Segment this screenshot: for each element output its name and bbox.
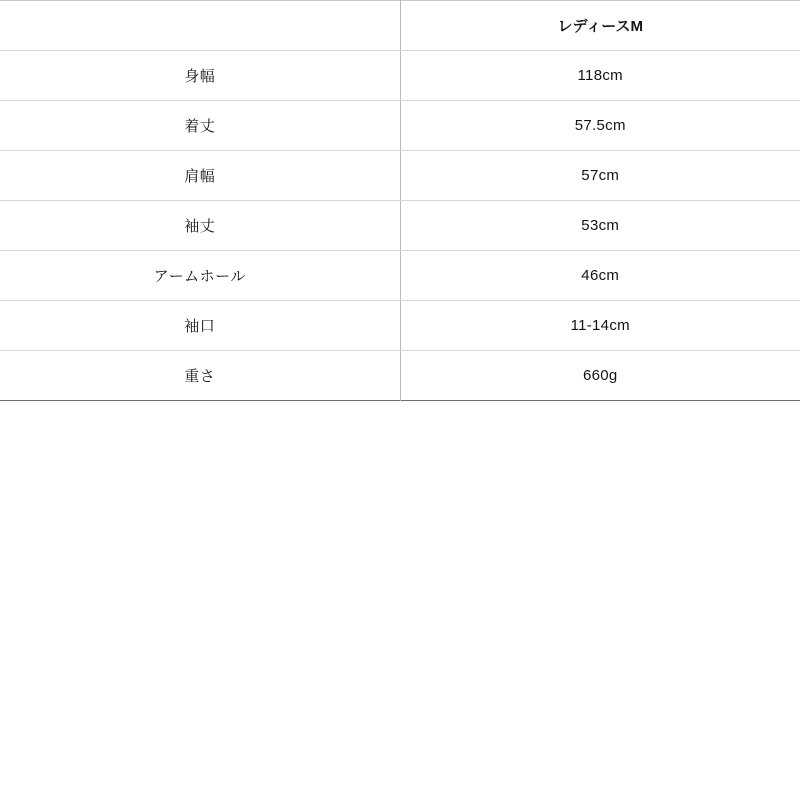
row-value-armhole: 46cm: [400, 251, 800, 301]
table-row: [0, 351, 800, 401]
row-label-shoulder-width: 肩幅: [0, 151, 400, 201]
size-table: [0, 0, 800, 401]
row-label-armhole: アームホール: [0, 251, 400, 301]
row-label-body-width: 身幅: [0, 51, 400, 101]
table-row: [0, 101, 800, 151]
table-row: [0, 151, 800, 201]
row-value-sleeve-length: 53cm: [400, 201, 800, 251]
table-header-size-cell: レディースM: [400, 1, 800, 51]
table-header: [0, 1, 800, 51]
row-value-cuff: 11-14cm: [400, 301, 800, 351]
table-row: [0, 51, 800, 101]
blank-area: [0, 401, 800, 811]
row-value-shoulder-width: 57cm: [400, 151, 800, 201]
row-label-sleeve-length: 袖丈: [0, 201, 400, 251]
row-label-length: 着丈: [0, 101, 400, 151]
table-header-label-cell: [0, 1, 400, 51]
table-header-row: [0, 1, 800, 51]
table-row: [0, 301, 800, 351]
row-value-weight: 660g: [582, 367, 618, 384]
row-label-cuff: 袖口: [0, 301, 400, 351]
table-row: [0, 201, 800, 251]
row-value-body-width: 118cm: [400, 51, 800, 101]
row-value-length: 57.5cm: [400, 101, 800, 151]
table-row: [0, 251, 800, 301]
row-label-weight: 重さ: [0, 351, 400, 401]
table-body: [0, 51, 800, 401]
